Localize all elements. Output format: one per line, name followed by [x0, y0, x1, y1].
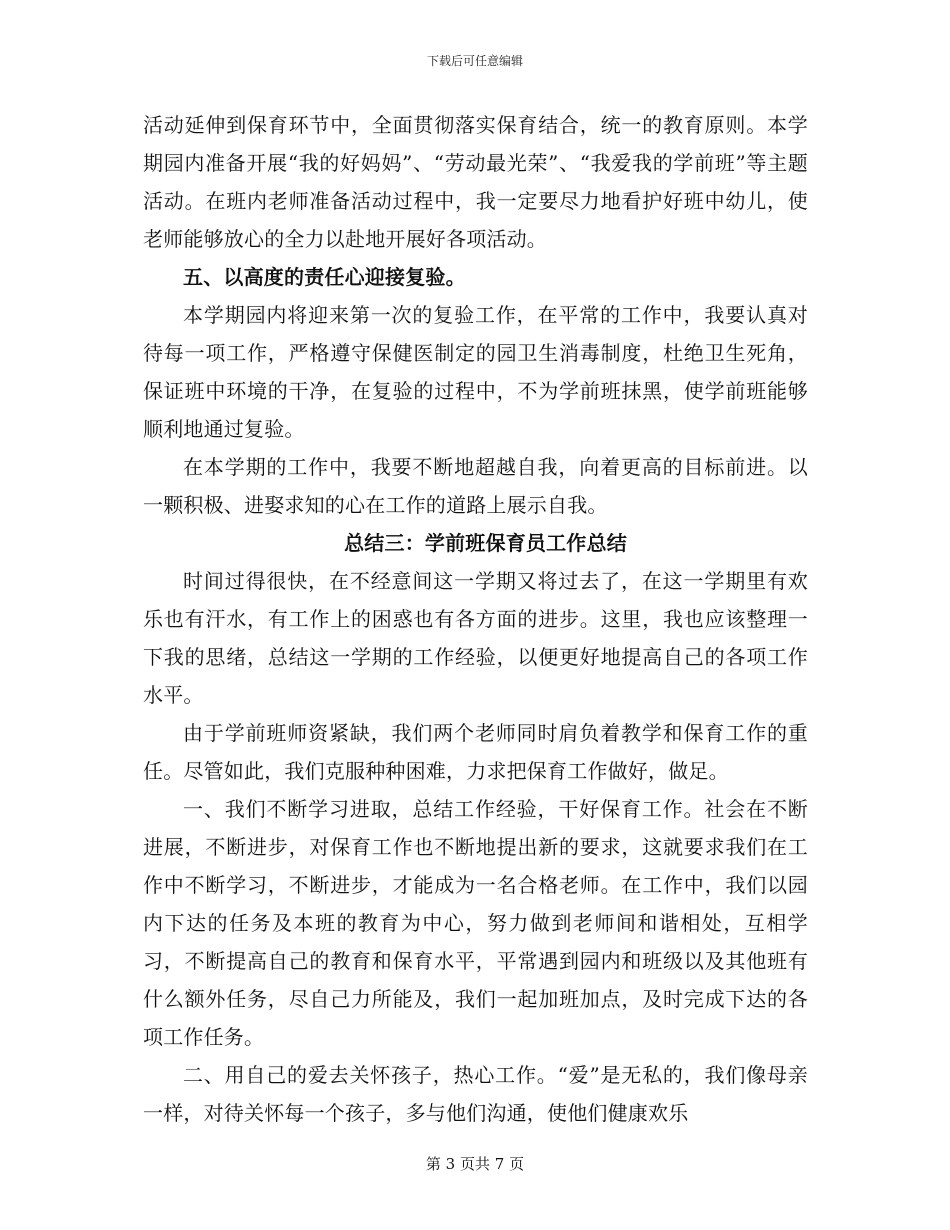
page-number: 第 3 页共 7 页 — [425, 1155, 525, 1173]
paragraph-point-one: 一、我们不断学习进取，总结工作经验，干好保育工作。社会在不断进展，不断进步，对保育工作也不断地提出新的要求，这就要求我们在工作中不断学习，不断进步，才能成为一名合格老师。在工作中，我们以园内下达的任务及本班的教育为中心，努力做到老师间和谐相处，互相学习，不断提高自己的教育和保育水平，平常遇到园内和班级以及其他班有什么额外任务，尽自己力所能及，我们一起加班加点，及时完成下达的各项工作任务。 — [143, 797, 808, 1049]
paragraph-point-two: 二、用自己的爱去关怀孩子，热心工作。“爱”是无私的，我们像母亲一样，对待关怀每一个孩子，多与他们沟通，使他们健康欢乐 — [143, 1063, 808, 1125]
paragraph-activity-extension: 活动延伸到保育环节中，全面贯彻落实保育结合，统一的教育原则。本学期园内准备开展“我的好妈妈”、“劳动最光荣”、“我爱我的学前班”等主题活动。在班内老师准备活动过程中，我一定要尽力地看护好班中幼儿，使老师能够放心的全力以赴地开展好各项活动。 — [143, 113, 808, 251]
paragraph-time-flies: 时间过得很快，在不经意间这一学期又将过去了，在这一学期里有欢乐也有汗水，有工作上的困惑也有各方面的进步。这里，我也应该整理一下我的思绪，总结这一学期的工作经验，以便更好地提高自己的各项工作水平。 — [143, 569, 808, 707]
paragraph-staff-shortage: 由于学前班师资紧缺，我们两个老师同时肩负着教学和保育工作的重任。尽管如此，我们克服种种困难，力求把保育工作做好，做足。 — [143, 721, 808, 783]
section-heading-five: 五、以高度的责任心迎接复验。 — [183, 265, 466, 289]
document-body — [143, 106, 808, 1132]
paragraph-reinspection: 本学期园内将迎来第一次的复验工作，在平常的工作中，我要认真对待每一项工作，严格遵守保健医制定的园卫生消毒制度，杜绝卫生死角，保证班中环境的干净，在复验的过程中，不为学前班抹黑，使学前班能够顺利地通过复验。 — [143, 303, 808, 441]
paragraph-self-improvement: 在本学期的工作中，我要不断地超越自我，向着更高的目标前进。以一颗积极、进娶求知的心在工作的道路上展示自我。 — [143, 455, 808, 517]
page-header-note: 下载后可任意编辑 — [426, 54, 523, 68]
summary-three-title: 总结三：学前班保育员工作总结 — [344, 531, 627, 555]
